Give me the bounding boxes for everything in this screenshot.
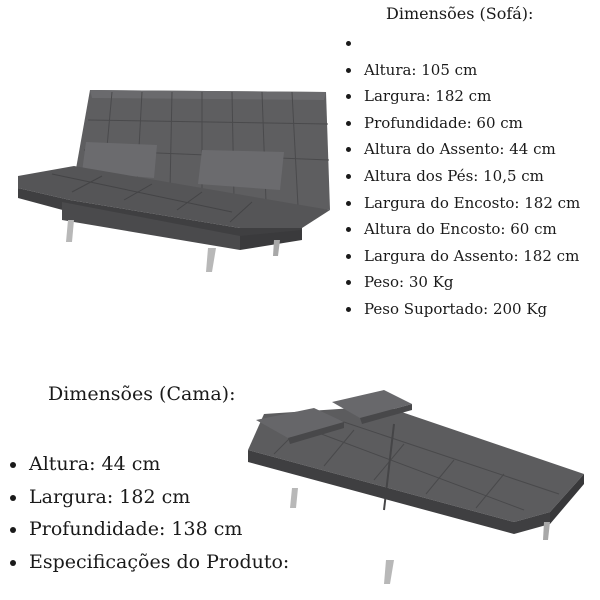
sofa-dimensions-title: Dimensões (Sofá): xyxy=(386,4,534,23)
sofa-dimensions-list xyxy=(336,30,580,323)
sofa-spec-item: Altura do Assento: 44 cm xyxy=(336,136,580,163)
bed-spec-item: Especificações do Produto: xyxy=(0,546,289,579)
sofa-spec-item: Largura do Encosto: 182 cm xyxy=(336,190,580,217)
sofa-spec-item: Altura dos Pés: 10,5 cm xyxy=(336,163,580,190)
sofa-spec-item: Altura do Encosto: 60 cm xyxy=(336,216,580,243)
bed-spec-item: Altura: 44 cm xyxy=(0,448,289,481)
sofa-spec-item: Largura: 182 cm xyxy=(336,83,580,110)
sofa-spec-item xyxy=(336,30,580,57)
sofa-spec-item: Altura: 105 cm xyxy=(336,57,580,84)
sofa-spec-item: Peso: 30 Kg xyxy=(336,269,580,296)
bed-dimensions-title: Dimensões (Cama): xyxy=(48,383,236,405)
sofa-spec-item: Peso Suportado: 200 Kg xyxy=(336,296,580,323)
sofa-spec-item: Largura do Assento: 182 cm xyxy=(336,243,580,270)
bed-spec-item: Largura: 182 cm xyxy=(0,481,289,514)
bed-spec-item: Profundidade: 138 cm xyxy=(0,513,289,546)
sofa-product-image xyxy=(12,80,337,280)
sofa-spec-item: Profundidade: 60 cm xyxy=(336,110,580,137)
sofa-bed-product-image xyxy=(244,384,590,589)
